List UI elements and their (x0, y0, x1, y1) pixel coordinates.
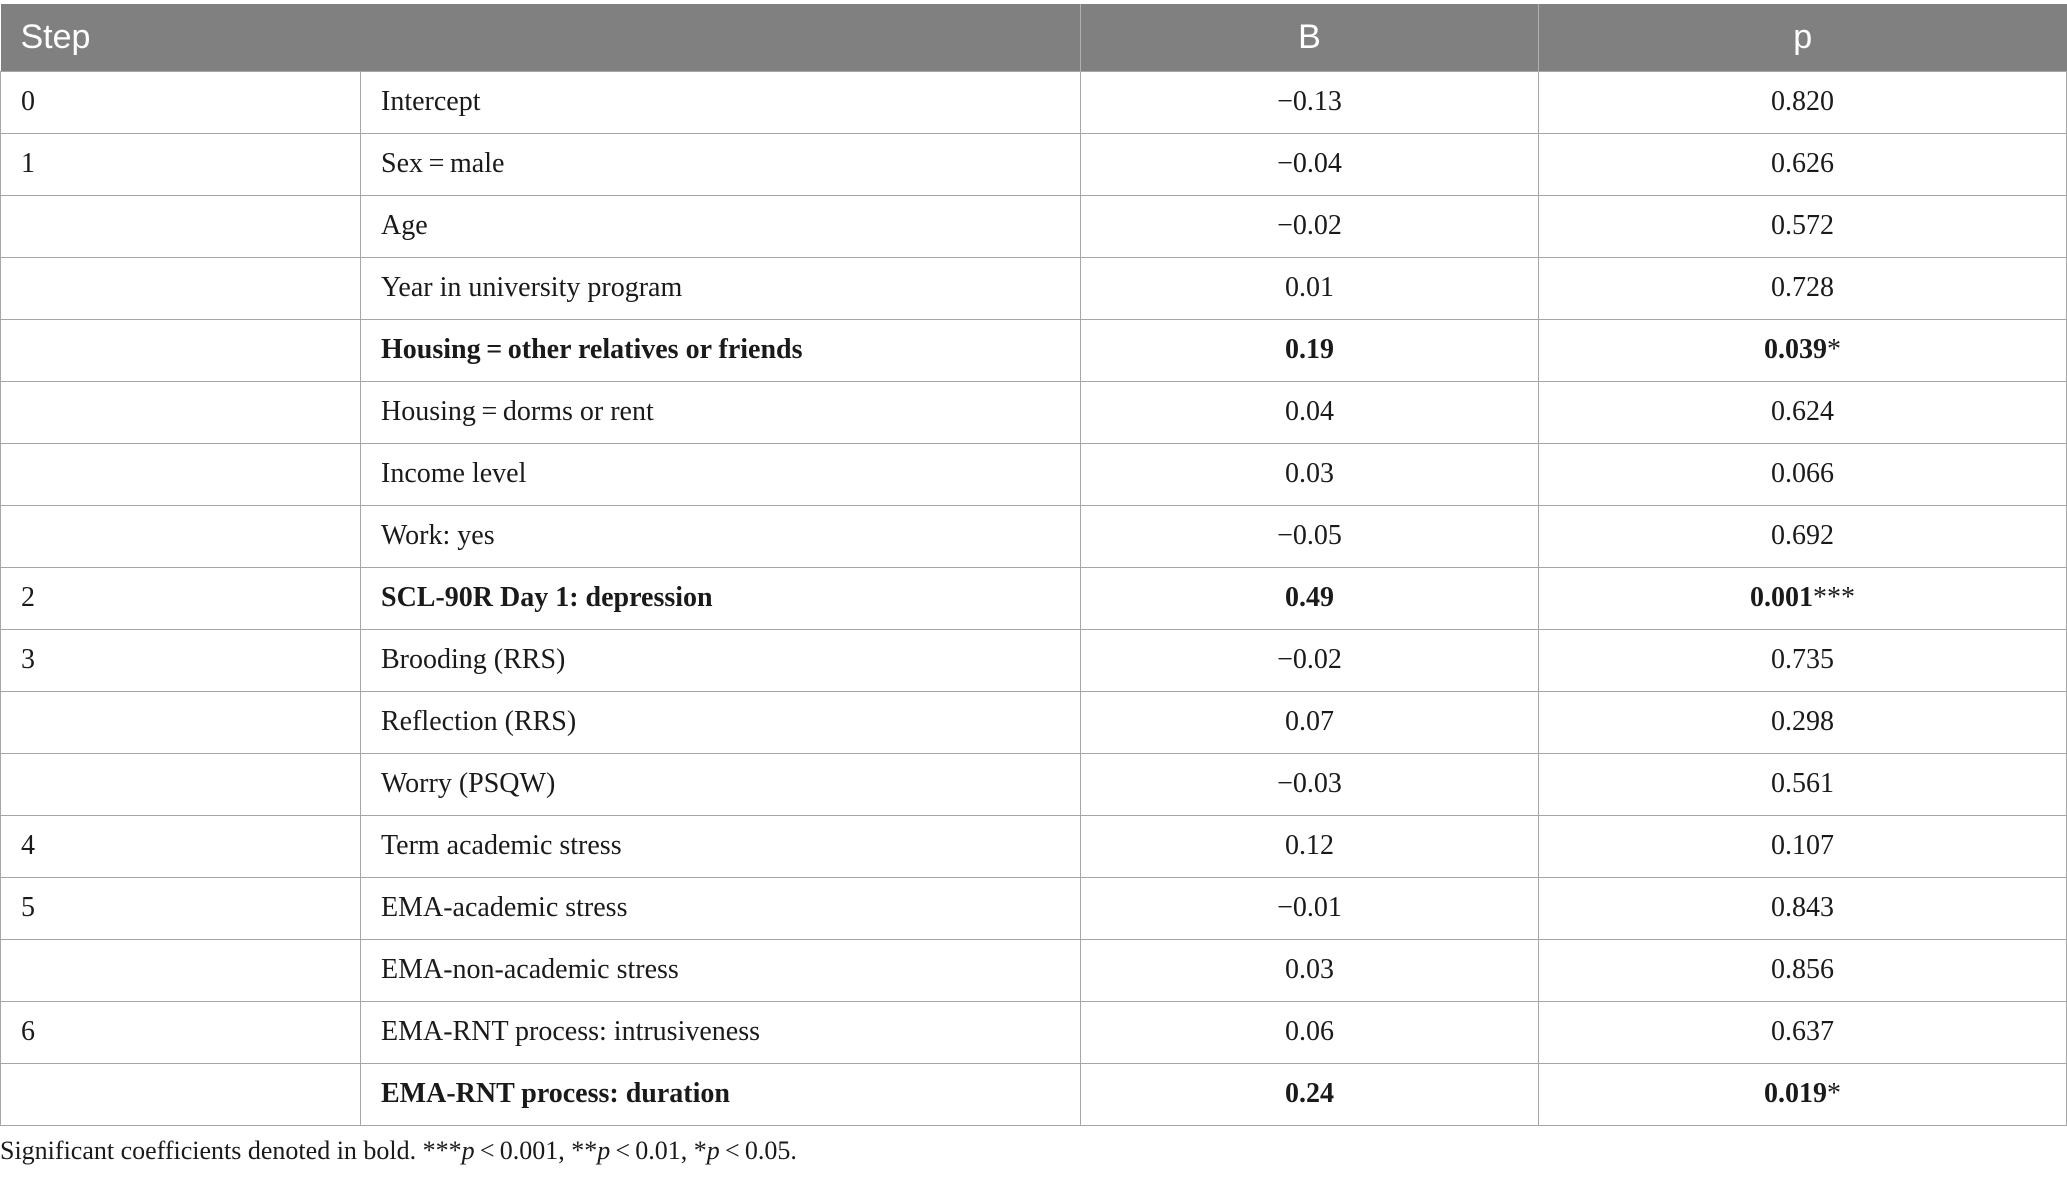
p-value: 0.298 (1771, 706, 1835, 737)
footnote-stars: * (693, 1136, 707, 1165)
cell-b: −0.02 (1081, 195, 1539, 257)
cell-variable: EMA-RNT process: intrusiveness (361, 1001, 1081, 1063)
cell-p (1539, 753, 2067, 815)
header-row (1, 4, 2067, 71)
table-row (1, 133, 2067, 195)
cell-b: −0.03 (1081, 753, 1539, 815)
header-p: p (1539, 4, 2067, 71)
cell-variable: Age (361, 195, 1081, 257)
cell-variable: SCL-90R Day 1: depression (361, 567, 1081, 629)
table-row (1, 381, 2067, 443)
cell-variable: Sex = male (361, 133, 1081, 195)
p-value: 0.735 (1771, 644, 1835, 675)
p-value: 0.107 (1771, 830, 1835, 861)
cell-variable: Housing = dorms or rent (361, 381, 1081, 443)
cell-step: 3 (1, 629, 361, 691)
cell-step: 2 (1, 567, 361, 629)
p-value: 0.728 (1771, 272, 1835, 303)
cell-p (1539, 133, 2067, 195)
cell-p (1539, 1001, 2067, 1063)
footnote-p-symbol: p (597, 1136, 611, 1165)
p-value: 0.001 (1750, 582, 1814, 613)
p-value: 0.039 (1764, 334, 1828, 365)
cell-step (1, 443, 361, 505)
cell-b: −0.13 (1081, 71, 1539, 133)
p-value: 0.637 (1771, 1016, 1835, 1047)
footnote-p-symbol: p (706, 1136, 720, 1165)
cell-b: 0.03 (1081, 443, 1539, 505)
cell-b: 0.24 (1081, 1063, 1539, 1125)
cell-step (1, 939, 361, 1001)
table-row (1, 71, 2067, 133)
footnote-significance-levels (423, 1136, 797, 1165)
cell-p (1539, 319, 2067, 381)
cell-p (1539, 1063, 2067, 1125)
significance-stars: *** (1813, 582, 1856, 613)
cell-step (1, 257, 361, 319)
cell-step: 1 (1, 133, 361, 195)
table-row (1, 1063, 2067, 1125)
cell-b: 0.12 (1081, 815, 1539, 877)
p-value: 0.843 (1771, 892, 1835, 923)
cell-p (1539, 691, 2067, 753)
cell-variable: Term academic stress (361, 815, 1081, 877)
table-row (1, 939, 2067, 1001)
table-row (1, 815, 2067, 877)
cell-variable: Intercept (361, 71, 1081, 133)
cell-p (1539, 195, 2067, 257)
cell-step: 5 (1, 877, 361, 939)
footnote-threshold: < 0.01, (610, 1136, 694, 1165)
cell-step (1, 1063, 361, 1125)
cell-b: −0.05 (1081, 505, 1539, 567)
p-value: 0.856 (1771, 954, 1835, 985)
cell-step (1, 319, 361, 381)
significance-stars: * (1827, 334, 1842, 365)
footnote-p-symbol: p (461, 1136, 475, 1165)
p-value: 0.692 (1771, 520, 1835, 551)
cell-p (1539, 505, 2067, 567)
p-value: 0.019 (1764, 1078, 1828, 1109)
cell-p (1539, 629, 2067, 691)
footnote-stars: *** (422, 1136, 462, 1165)
table-row (1, 877, 2067, 939)
cell-step (1, 195, 361, 257)
cell-variable: Income level (361, 443, 1081, 505)
cell-b: 0.01 (1081, 257, 1539, 319)
footnote-stars: ** (571, 1136, 598, 1165)
cell-variable: Brooding (RRS) (361, 629, 1081, 691)
cell-b: −0.02 (1081, 629, 1539, 691)
table-body (1, 71, 2067, 1125)
table-row (1, 257, 2067, 319)
cell-step (1, 753, 361, 815)
significance-stars: * (1827, 1078, 1842, 1109)
results-table-container (0, 4, 2067, 1126)
cell-p (1539, 257, 2067, 319)
table-row (1, 195, 2067, 257)
cell-b: −0.01 (1081, 877, 1539, 939)
cell-variable: Worry (PSQW) (361, 753, 1081, 815)
cell-variable: EMA-RNT process: duration (361, 1063, 1081, 1125)
cell-p (1539, 381, 2067, 443)
table-row (1, 629, 2067, 691)
cell-step (1, 691, 361, 753)
cell-variable: Work: yes (361, 505, 1081, 567)
table-row (1, 691, 2067, 753)
cell-b: 0.04 (1081, 381, 1539, 443)
cell-p (1539, 939, 2067, 1001)
cell-step: 4 (1, 815, 361, 877)
cell-step (1, 381, 361, 443)
p-value: 0.820 (1771, 86, 1835, 117)
table-row (1, 567, 2067, 629)
cell-p (1539, 877, 2067, 939)
cell-step (1, 505, 361, 567)
cell-p (1539, 567, 2067, 629)
cell-variable: EMA-non-academic stress (361, 939, 1081, 1001)
cell-b: 0.07 (1081, 691, 1539, 753)
cell-p (1539, 443, 2067, 505)
header-step: Step (1, 4, 1081, 71)
p-value: 0.624 (1771, 396, 1835, 427)
regression-table (0, 4, 2067, 1126)
cell-p (1539, 71, 2067, 133)
cell-b: 0.49 (1081, 567, 1539, 629)
p-value: 0.572 (1771, 210, 1835, 241)
cell-b: 0.06 (1081, 1001, 1539, 1063)
table-row (1, 443, 2067, 505)
cell-step: 6 (1, 1001, 361, 1063)
table-row (1, 319, 2067, 381)
cell-variable: EMA-academic stress (361, 877, 1081, 939)
cell-p (1539, 815, 2067, 877)
table-row (1, 1001, 2067, 1063)
table-footnote (0, 1136, 797, 1166)
table-row (1, 753, 2067, 815)
cell-variable: Year in university program (361, 257, 1081, 319)
cell-step: 0 (1, 71, 361, 133)
cell-variable: Reflection (RRS) (361, 691, 1081, 753)
footnote-threshold: < 0.001, (474, 1136, 572, 1165)
p-value: 0.626 (1771, 148, 1835, 179)
cell-b: 0.19 (1081, 319, 1539, 381)
header-b: B (1081, 4, 1539, 71)
cell-b: −0.04 (1081, 133, 1539, 195)
footnote-threshold: < 0.05. (719, 1136, 797, 1165)
p-value: 0.561 (1771, 768, 1835, 799)
footnote-lead: Significant coefficients denoted in bold. (0, 1136, 423, 1165)
p-value: 0.066 (1771, 458, 1835, 489)
table-row (1, 505, 2067, 567)
cell-variable: Housing = other relatives or friends (361, 319, 1081, 381)
cell-b: 0.03 (1081, 939, 1539, 1001)
